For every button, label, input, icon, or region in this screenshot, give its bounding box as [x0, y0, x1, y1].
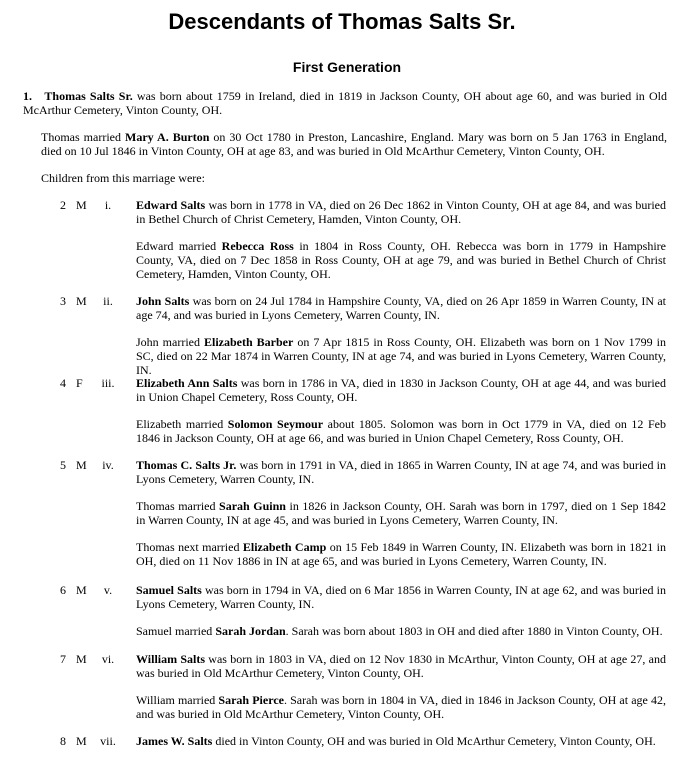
child-roman: v. — [103, 583, 113, 597]
child-marriage — [136, 693, 666, 721]
child-entry — [136, 583, 666, 611]
child-number: 8 — [60, 734, 66, 748]
generation-heading: First Generation — [292, 59, 402, 75]
child-roman: vii. — [100, 734, 116, 748]
marriage-text: on 7 Apr 1815 in Ross County, OH. Elizabeth was born on 1 Nov 1799 in SC, died on 22 Mar 1874 in Warren County, IN at age 74, and was buried in Lyons Cemetery, Warren County, IN. — [136, 335, 666, 377]
child-entry — [136, 294, 666, 322]
marriage-prefix: Thomas married — [41, 130, 126, 144]
spouse-name: Elizabeth Camp — [242, 540, 327, 554]
spouse-name: Sarah Pierce — [218, 693, 284, 707]
child-number: 2 — [60, 198, 66, 212]
child-name: William Salts — [136, 652, 206, 666]
child-marriage — [136, 499, 666, 527]
child-entry — [136, 734, 666, 748]
child-name: Edward Salts — [136, 198, 206, 212]
child-number: 5 — [60, 458, 66, 472]
report-title: Descendants of Thomas Salts Sr. — [168, 9, 516, 34]
root-number: 1. — [23, 89, 32, 103]
child-text: was born in 1786 in VA, died in 1830 in Jackson County, OH at age 44, and was buried in Union Chapel Cemetery, Ross County, OH. — [136, 376, 666, 404]
marriage-text: . Sarah was born in 1804 in VA, died in 1846 in Jackson County, OH at age 42, and was buried in Old McArthur Cemetery, Vinton County, OH. — [136, 693, 666, 721]
marriage-text: in 1826 in Jackson County, OH. Sarah was born in 1797, died on 1 Sep 1842 in Warren County, IN at age 45, and was buried in Lyons Cemetery, Warren County, IN. — [136, 499, 666, 527]
child-number: 4 — [60, 376, 66, 390]
child-number: 6 — [60, 583, 66, 597]
child-marriage — [136, 540, 666, 568]
child-sex: F — [76, 376, 83, 390]
child-text: was born in 1794 in VA, died on 6 Mar 1856 in Warren County, IN at age 62, and was buried in Lyons Cemetery, Warren County, IN. — [136, 583, 667, 611]
child-entry — [136, 652, 666, 680]
child-marriage — [136, 417, 666, 445]
child-number: 3 — [60, 294, 66, 308]
marriage-prefix: John married — [136, 335, 204, 349]
children-intro: Children from this marriage were: — [41, 171, 205, 185]
child-marriage — [136, 335, 666, 377]
child-roman: ii. — [103, 294, 113, 308]
marriage-prefix: Elizabeth married — [136, 417, 228, 431]
marriage-prefix: Edward married — [136, 239, 222, 253]
child-sex: M — [76, 583, 87, 597]
child-roman: iv. — [102, 458, 114, 472]
child-name: Thomas C. Salts Jr. — [136, 458, 237, 472]
child-name: John Salts — [136, 294, 190, 308]
child-roman: iii. — [101, 376, 115, 390]
marriage-text: on 30 Oct 1780 in Preston, Lancashire, England. Mary was born on 5 Jan 1763 in England, died on 10 Jul 1846 in Vinton County, OH at age 83, and was buried in Old McArthur Cemetery, Vinton County, OH. — [41, 130, 667, 158]
child-name: Samuel Salts — [136, 583, 202, 597]
root-text: was born about 1759 in Ireland, died in 1819 in Jackson County, OH about age 60, and was buried in Old McArthur Cemetery, Vinton County, OH. — [23, 89, 667, 117]
spouse-name: Solomon Seymour — [227, 417, 324, 431]
child-roman: i. — [104, 198, 112, 212]
marriage-prefix: William married — [136, 693, 219, 707]
child-sex: M — [76, 652, 87, 666]
child-text: was born in 1803 in VA, died on 12 Nov 1830 in McArthur, Vinton County, OH at age 27, and was buried in Old McArthur Cemetery, Vinton County, OH. — [136, 652, 666, 680]
child-marriage — [136, 624, 666, 638]
child-sex: M — [76, 458, 87, 472]
child-text: died in Vinton County, OH and was buried in Old McArthur Cemetery, Vinton County, OH. — [212, 734, 656, 748]
spouse-name: Elizabeth Barber — [204, 335, 294, 349]
child-sex: M — [76, 198, 87, 212]
marriage-text: about 1805. Solomon was born in Oct 1779 in VA, died on 12 Feb 1846 in Jackson County, OH at age 66, and was buried in Union Chapel Cemetery, Ross County, OH. — [136, 417, 666, 445]
child-name: Elizabeth Ann Salts — [136, 376, 238, 390]
child-sex: M — [76, 734, 87, 748]
child-entry — [136, 376, 666, 404]
child-marriage — [136, 239, 666, 281]
child-name: James W. Salts — [136, 734, 213, 748]
marriage-prefix: Thomas married — [136, 499, 220, 513]
child-text: was born on 24 Jul 1784 in Hampshire County, VA, died on 26 Apr 1859 in Warren County, IN at age 74, and was buried in Lyons Cemetery, Warren County, IN. — [136, 294, 666, 322]
child-entry — [136, 198, 666, 226]
root-name: Thomas Salts Sr. — [44, 89, 133, 103]
marriage-prefix: Thomas next married — [136, 540, 243, 554]
marriage-text: on 15 Feb 1849 in Warren County, IN. Elizabeth was born in 1821 in OH, died on 11 Nov 1886 in IN at age 65, and was buried in Lyons Cemetery, Warren County, IN. — [136, 540, 666, 568]
root-person-entry — [23, 89, 667, 117]
spouse-name: Sarah Guinn — [219, 499, 286, 513]
root-marriage — [41, 130, 667, 158]
marriage-prefix: Samuel married — [136, 624, 216, 638]
spouse-name: Rebecca Ross — [221, 239, 294, 253]
child-entry — [136, 458, 666, 486]
child-text: was born in 1778 in VA, died on 26 Dec 1862 in Vinton County, OH at age 84, and was buried in Bethel Church of Christ Cemetery, Hamden, Vinton County, OH. — [136, 198, 666, 226]
marriage-text: in 1804 in Ross County, OH. Rebecca was born in 1779 in Hampshire County, VA, died on 7 Dec 1858 in Ross County, OH at age 79, and was buried in Bethel Church of Christ Cemetery, Hamden, Vinton County, OH. — [136, 239, 666, 281]
marriage-text: . Sarah was born about 1803 in OH and died after 1880 in Vinton County, OH. — [285, 624, 663, 638]
child-number: 7 — [60, 652, 66, 666]
spouse-name: Sarah Jordan — [215, 624, 286, 638]
child-sex: M — [76, 294, 87, 308]
child-roman: vi. — [101, 652, 115, 666]
child-text: was born in 1791 in VA, died in 1865 in Warren County, IN at age 74, and was buried in Lyons Cemetery, Warren County, IN. — [136, 458, 666, 486]
spouse-name: Mary A. Burton — [125, 130, 210, 144]
